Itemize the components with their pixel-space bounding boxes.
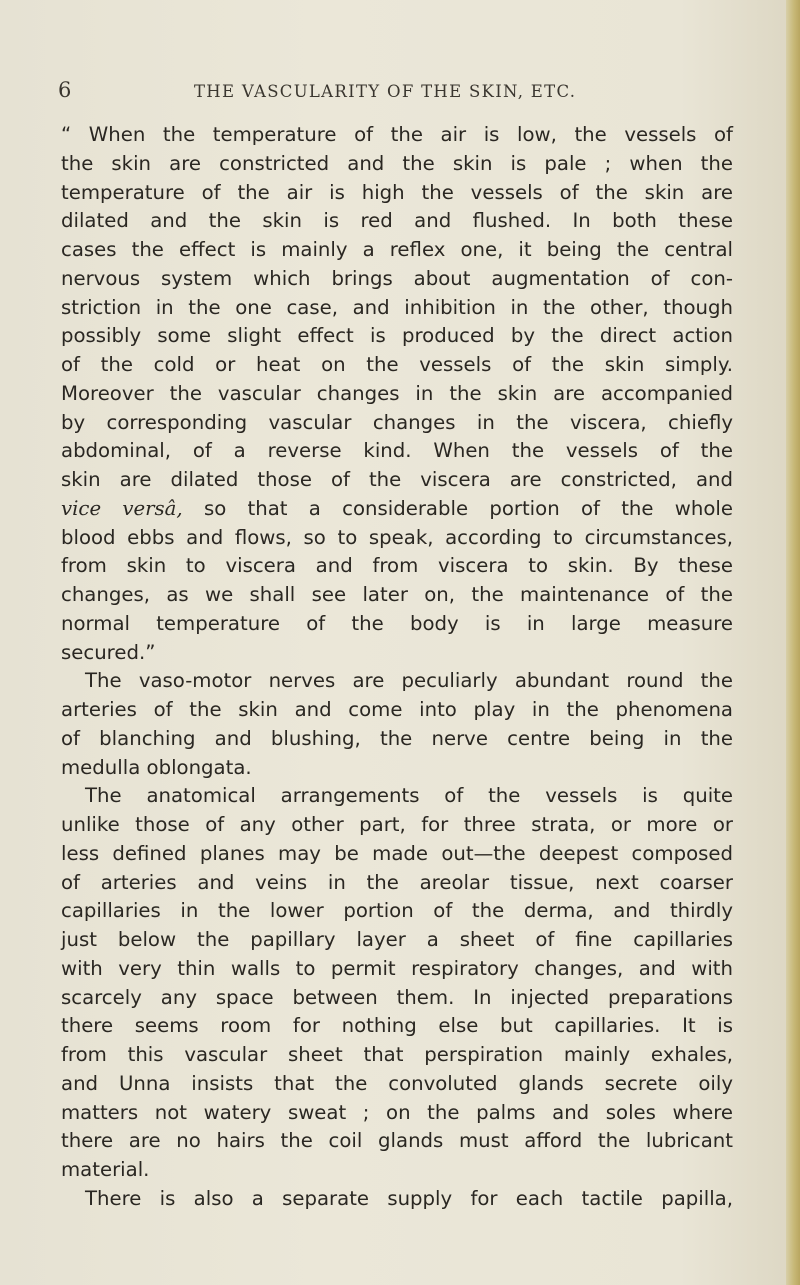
text-line: possibly some slight effect is produced by the direct action xyxy=(61,324,733,348)
page-edge xyxy=(786,0,800,1285)
text-line: striction in the one case, and inhibition in the other, though xyxy=(61,295,733,319)
text-line: “ When the temperature of the air is low, the vessels of xyxy=(61,123,733,146)
text-line: capillaries in the lower portion of the derma, and thirdly xyxy=(61,899,733,923)
text-line: matters not watery sweat ; on the palms and soles where xyxy=(61,1100,733,1124)
text-line: The vaso-motor nerves are peculiarly abundant round the xyxy=(85,669,733,693)
text-line: just below the papillary layer a sheet of fine capillaries xyxy=(61,928,733,951)
text-line: dilated and the skin is red and flushed. In both these xyxy=(61,209,733,233)
text-line: There is also a separate supply for each tactile papilla, xyxy=(85,1186,733,1210)
text-line: unlike those of any other part, for three strata, or more or xyxy=(61,813,733,836)
page-header xyxy=(58,78,718,108)
text-line: secured.” xyxy=(61,640,156,664)
text-line: from skin to viscera and from viscera to skin. By these xyxy=(61,554,733,578)
text-line: there seems room for nothing else but capillaries. It is xyxy=(61,1014,733,1038)
text-line: there are no hairs the coil glands must afford the lubricant xyxy=(61,1129,733,1153)
text-line: by corresponding vascular changes in the viscera, chiefly xyxy=(61,410,733,434)
text-line: material. xyxy=(61,1158,150,1181)
text-line: of blanching and blushing, the nerve centre being in the xyxy=(61,726,733,750)
text-line: blood ebbs and flows, so to speak, according to circumstances, xyxy=(61,525,733,549)
text-line: Moreover the vascular changes in the skin are accompanied xyxy=(61,381,733,405)
text-line: medulla oblongata. xyxy=(61,755,252,779)
text-line: abdominal, of a reverse kind. When the vessels of the xyxy=(61,439,733,463)
text-line: skin are dilated those of the viscera are constricted, and xyxy=(61,468,733,491)
text-line-with-italic xyxy=(61,495,733,524)
text-line: cases the effect is mainly a reflex one, it being the central xyxy=(61,238,733,261)
text-line: less defined planes may be made out—the deepest composed xyxy=(61,841,733,865)
text-line: scarcely any space between them. In injected preparations xyxy=(61,985,733,1009)
text-line: with very thin walls to permit respiratory changes, and with xyxy=(61,956,733,980)
body-text xyxy=(61,121,733,1214)
text-line: normal temperature of the body is in large measure xyxy=(61,611,733,635)
text-line: of the cold or heat on the vessels of the skin simply. xyxy=(61,353,733,376)
text-line: changes, as we shall see later on, the maintenance of the xyxy=(61,583,733,606)
text-line-rest: so that a considerable portion of the whole xyxy=(203,496,734,520)
text-line: of arteries and veins in the areolar tissue, next coarser xyxy=(61,870,733,894)
text-line: nervous system which brings about augmentation of con- xyxy=(61,266,733,290)
text-line: and Unna insists that the convoluted glands secrete oily xyxy=(61,1071,733,1095)
running-head: THE VASCULARITY OF THE SKIN, ETC. xyxy=(194,82,577,101)
text-line: temperature of the air is high the vessels of the skin are xyxy=(61,180,733,204)
italic-phrase: vice versâ, xyxy=(61,496,183,520)
text-line: the skin are constricted and the skin is pale ; when the xyxy=(61,151,733,175)
text-line: The anatomical arrangements of the vessels is quite xyxy=(85,784,733,808)
page-number: 6 xyxy=(58,78,72,102)
text-line: from this vascular sheet that perspiration mainly exhales, xyxy=(61,1043,733,1066)
text-line: arteries of the skin and come into play in the phenomena xyxy=(61,698,733,721)
